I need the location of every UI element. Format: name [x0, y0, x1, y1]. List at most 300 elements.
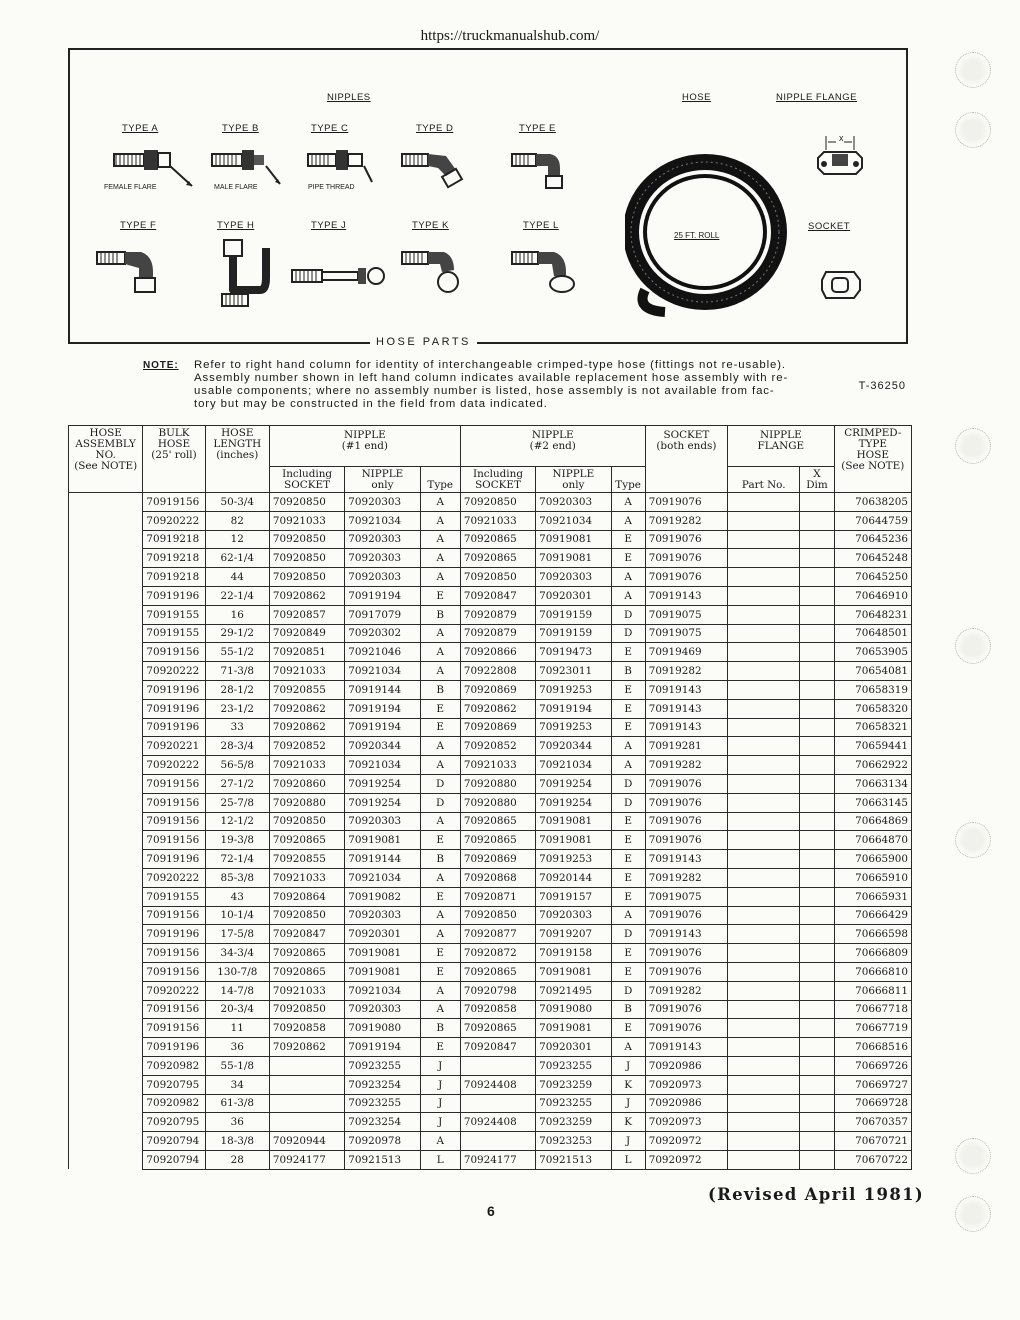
cell-socket-part-no: 70920973 [645, 1113, 727, 1132]
cell-hose-length: 18-3/8 [205, 1132, 269, 1151]
cell-flange-x-dim [800, 793, 834, 812]
table-row [69, 1132, 912, 1151]
cell-n1-nipple-only: 70919194 [345, 586, 420, 605]
cell-n1-type: L [420, 1150, 460, 1169]
cell-n2-type: E [611, 868, 645, 887]
cell-bulk-hose: 70920222 [143, 662, 205, 681]
cell-hose-assembly-no [69, 605, 143, 624]
cell-n1-type: A [420, 568, 460, 587]
cell-n2-nipple-only: 70923259 [536, 1075, 611, 1094]
cell-n2-type: D [611, 793, 645, 812]
cell-crimped-part-no: 70666809 [834, 944, 911, 963]
cell-flange-x-dim [800, 643, 834, 662]
cell-n1-type: A [420, 868, 460, 887]
cell-n2-including-socket: 70921033 [460, 511, 535, 530]
type-d-nipple-icon [400, 146, 474, 194]
cell-n1-type: J [420, 1094, 460, 1113]
cell-flange-part-no [728, 868, 800, 887]
table-row [69, 962, 912, 981]
cell-flange-x-dim [800, 1094, 834, 1113]
cell-n2-type: D [611, 925, 645, 944]
cell-socket-part-no: 70919076 [645, 568, 727, 587]
cell-n1-including-socket: 70921033 [269, 981, 344, 1000]
cell-socket-part-no: 70919075 [645, 887, 727, 906]
cell-n1-nipple-only: 70921046 [345, 643, 420, 662]
cell-hose-assembly-no [69, 774, 143, 793]
cell-n2-nipple-only: 70919254 [536, 793, 611, 812]
cell-n2-including-socket: 70924408 [460, 1113, 535, 1132]
cell-crimped-part-no: 70664870 [834, 831, 911, 850]
hose-roll-label: 25 FT. ROLL [674, 231, 720, 240]
cell-flange-x-dim [800, 944, 834, 963]
type-f-nipple-icon [95, 242, 173, 302]
cell-n1-including-socket: 70920850 [269, 812, 344, 831]
cell-n2-type: D [611, 605, 645, 624]
cell-hose-length: 11 [205, 1019, 269, 1038]
cell-n1-type: A [420, 925, 460, 944]
cell-flange-part-no [728, 831, 800, 850]
type-h-nipple-icon [220, 238, 280, 318]
cell-n1-including-socket: 70920847 [269, 925, 344, 944]
cell-n2-nipple-only: 70919159 [536, 624, 611, 643]
cell-n2-type: J [611, 1132, 645, 1151]
cell-socket-part-no: 70919076 [645, 1000, 727, 1019]
cell-n2-nipple-only: 70919254 [536, 774, 611, 793]
cell-n1-nipple-only: 70919082 [345, 887, 420, 906]
table-row [69, 718, 912, 737]
cell-n1-type: B [420, 680, 460, 699]
cell-n2-type: A [611, 511, 645, 530]
table-row [69, 643, 912, 662]
cell-bulk-hose: 70919156 [143, 793, 205, 812]
cell-crimped-part-no: 70658321 [834, 718, 911, 737]
cell-bulk-hose: 70920222 [143, 756, 205, 775]
table-row [69, 1056, 912, 1075]
table-row [69, 944, 912, 963]
cell-bulk-hose: 70920795 [143, 1075, 205, 1094]
binder-hole [955, 1138, 991, 1174]
cell-hose-length: 44 [205, 568, 269, 587]
cell-n2-type: B [611, 662, 645, 681]
cell-flange-x-dim [800, 586, 834, 605]
cell-socket-part-no: 70919282 [645, 756, 727, 775]
cell-flange-x-dim [800, 568, 834, 587]
cell-n1-including-socket: 70920865 [269, 962, 344, 981]
cell-crimped-part-no: 70670357 [834, 1113, 911, 1132]
cell-hose-assembly-no [69, 962, 143, 981]
cell-n1-nipple-only: 70919254 [345, 774, 420, 793]
table-row [69, 1075, 912, 1094]
cell-flange-x-dim [800, 1075, 834, 1094]
col-hose-length: HOSE LENGTH (inches) [205, 426, 269, 493]
cell-n2-including-socket: 70920865 [460, 549, 535, 568]
hose-parts-table [68, 425, 912, 1170]
type-l-nipple-icon [510, 242, 584, 298]
cell-n2-including-socket: 70920798 [460, 981, 535, 1000]
cell-n1-type: J [420, 1113, 460, 1132]
cell-flange-part-no [728, 774, 800, 793]
cell-crimped-part-no: 70645250 [834, 568, 911, 587]
table-row [69, 1038, 912, 1057]
nipples-label: NIPPLES [327, 92, 371, 103]
cell-bulk-hose: 70919156 [143, 831, 205, 850]
cell-socket-part-no: 70919281 [645, 737, 727, 756]
col-n1-including-socket: Including SOCKET [269, 467, 344, 493]
cell-bulk-hose: 70919196 [143, 586, 205, 605]
cell-n2-type: E [611, 962, 645, 981]
cell-crimped-part-no: 70667718 [834, 1000, 911, 1019]
cell-n2-including-socket: 70922808 [460, 662, 535, 681]
cell-socket-part-no: 70920973 [645, 1075, 727, 1094]
cell-hose-assembly-no [69, 643, 143, 662]
col-n2-including-socket: Including SOCKET [460, 467, 535, 493]
cell-flange-part-no [728, 605, 800, 624]
cell-n1-nipple-only: 70920303 [345, 493, 420, 512]
cell-flange-x-dim [800, 511, 834, 530]
type-l-label: TYPE L [523, 220, 559, 231]
cell-n1-type: B [420, 605, 460, 624]
cell-n2-type: E [611, 718, 645, 737]
cell-n2-including-socket: 70920850 [460, 493, 535, 512]
col-n2-type: Type [611, 467, 645, 493]
cell-n2-including-socket: 70921033 [460, 756, 535, 775]
cell-n2-nipple-only: 70920344 [536, 737, 611, 756]
cell-flange-part-no [728, 643, 800, 662]
table-body [69, 493, 912, 1170]
cell-hose-length: 55-1/8 [205, 1056, 269, 1075]
table-row [69, 662, 912, 681]
cell-crimped-part-no: 70663134 [834, 774, 911, 793]
cell-n1-including-socket [269, 1056, 344, 1075]
cell-n2-including-socket: 70920869 [460, 718, 535, 737]
cell-flange-x-dim [800, 737, 834, 756]
cell-n2-type: L [611, 1150, 645, 1169]
cell-n1-nipple-only: 70919144 [345, 680, 420, 699]
cell-n2-including-socket: 70920847 [460, 586, 535, 605]
cell-n2-nipple-only: 70920301 [536, 1038, 611, 1057]
table-row [69, 568, 912, 587]
cell-n2-nipple-only: 70923255 [536, 1056, 611, 1075]
table-row [69, 756, 912, 775]
cell-bulk-hose: 70920222 [143, 981, 205, 1000]
male-flare-note: MALE FLARE [214, 184, 258, 191]
cell-n2-nipple-only: 70920303 [536, 568, 611, 587]
type-c-label: TYPE C [311, 123, 349, 134]
cell-bulk-hose: 70919196 [143, 925, 205, 944]
cell-flange-x-dim [800, 530, 834, 549]
cell-n1-nipple-only: 70920303 [345, 1000, 420, 1019]
cell-crimped-part-no: 70654081 [834, 662, 911, 681]
binder-hole [955, 1196, 991, 1232]
cell-bulk-hose: 70919155 [143, 605, 205, 624]
col-socket: SOCKET (both ends) [645, 426, 727, 493]
cell-n1-including-socket [269, 1094, 344, 1113]
cell-flange-part-no [728, 680, 800, 699]
table-row [69, 793, 912, 812]
cell-hose-assembly-no [69, 1075, 143, 1094]
cell-n2-including-socket: 70920871 [460, 887, 535, 906]
cell-n1-nipple-only: 70919194 [345, 718, 420, 737]
cell-n2-including-socket: 70920879 [460, 624, 535, 643]
cell-n1-nipple-only: 70920303 [345, 568, 420, 587]
nipple-flange-icon [816, 128, 876, 184]
cell-socket-part-no: 70920972 [645, 1150, 727, 1169]
cell-bulk-hose: 70919156 [143, 643, 205, 662]
cell-flange-part-no [728, 756, 800, 775]
cell-bulk-hose: 70919156 [143, 944, 205, 963]
cell-hose-length: 29-1/2 [205, 624, 269, 643]
type-k-nipple-icon [400, 242, 470, 298]
cell-n1-including-socket: 70920865 [269, 944, 344, 963]
cell-bulk-hose: 70919196 [143, 680, 205, 699]
cell-n1-nipple-only: 70919144 [345, 850, 420, 869]
cell-crimped-part-no: 70659441 [834, 737, 911, 756]
cell-n2-nipple-only: 70919253 [536, 850, 611, 869]
cell-crimped-part-no: 70666811 [834, 981, 911, 1000]
cell-n2-nipple-only: 70920303 [536, 906, 611, 925]
cell-bulk-hose: 70919156 [143, 962, 205, 981]
table-row [69, 868, 912, 887]
cell-n2-including-socket: 70920858 [460, 1000, 535, 1019]
socket-icon [820, 264, 866, 304]
table-row [69, 981, 912, 1000]
cell-flange-x-dim [800, 850, 834, 869]
cell-flange-part-no [728, 493, 800, 512]
cell-hose-length: 36 [205, 1038, 269, 1057]
cell-flange-part-no [728, 1075, 800, 1094]
cell-flange-part-no [728, 568, 800, 587]
cell-flange-part-no [728, 1132, 800, 1151]
cell-crimped-part-no: 70668516 [834, 1038, 911, 1057]
cell-hose-assembly-no [69, 887, 143, 906]
cell-flange-x-dim [800, 1132, 834, 1151]
type-j-nipple-icon [290, 262, 388, 292]
cell-n2-nipple-only: 70919081 [536, 530, 611, 549]
cell-n2-type: E [611, 887, 645, 906]
cell-flange-x-dim [800, 831, 834, 850]
cell-bulk-hose: 70919155 [143, 624, 205, 643]
cell-n2-type: A [611, 756, 645, 775]
cell-n2-type: A [611, 1038, 645, 1057]
cell-n1-type: A [420, 737, 460, 756]
cell-n2-nipple-only: 70923011 [536, 662, 611, 681]
cell-n1-nipple-only: 70917079 [345, 605, 420, 624]
type-d-label: TYPE D [416, 123, 454, 134]
type-c-nipple-icon [306, 148, 386, 188]
cell-hose-length: 36 [205, 1113, 269, 1132]
cell-bulk-hose: 70920795 [143, 1113, 205, 1132]
cell-flange-part-no [728, 812, 800, 831]
cell-hose-assembly-no [69, 549, 143, 568]
cell-crimped-part-no: 70663145 [834, 793, 911, 812]
cell-hose-length: 43 [205, 887, 269, 906]
cell-n1-including-socket: 70920862 [269, 699, 344, 718]
cell-n1-type: A [420, 812, 460, 831]
cell-hose-length: 22-1/4 [205, 586, 269, 605]
cell-flange-x-dim [800, 493, 834, 512]
cell-flange-x-dim [800, 1038, 834, 1057]
cell-socket-part-no: 70919282 [645, 981, 727, 1000]
cell-n1-type: A [420, 511, 460, 530]
cell-flange-part-no [728, 1150, 800, 1169]
cell-flange-part-no [728, 1038, 800, 1057]
cell-bulk-hose: 70920982 [143, 1094, 205, 1113]
cell-n2-including-socket: 70920872 [460, 944, 535, 963]
type-j-label: TYPE J [311, 220, 347, 231]
cell-n1-type: E [420, 944, 460, 963]
cell-hose-assembly-no [69, 568, 143, 587]
cell-n1-type: E [420, 962, 460, 981]
cell-flange-x-dim [800, 906, 834, 925]
cell-n1-nipple-only: 70921034 [345, 511, 420, 530]
cell-flange-x-dim [800, 549, 834, 568]
cell-n1-nipple-only: 70921034 [345, 981, 420, 1000]
cell-socket-part-no: 70919143 [645, 850, 727, 869]
cell-socket-part-no: 70919076 [645, 962, 727, 981]
cell-hose-assembly-no [69, 718, 143, 737]
cell-n2-type: A [611, 586, 645, 605]
cell-crimped-part-no: 70666429 [834, 906, 911, 925]
table-row [69, 1150, 912, 1169]
cell-hose-length: 71-3/8 [205, 662, 269, 681]
cell-n2-including-socket: 70920850 [460, 906, 535, 925]
cell-hose-length: 16 [205, 605, 269, 624]
table-row [69, 699, 912, 718]
table-row [69, 812, 912, 831]
cell-crimped-part-no: 70658320 [834, 699, 911, 718]
cell-n1-including-socket: 70920880 [269, 793, 344, 812]
binder-hole [955, 428, 991, 464]
cell-n2-nipple-only: 70919253 [536, 680, 611, 699]
cell-n2-nipple-only: 70919158 [536, 944, 611, 963]
cell-n1-type: A [420, 624, 460, 643]
cell-n1-nipple-only: 70920303 [345, 530, 420, 549]
cell-crimped-part-no: 70658319 [834, 680, 911, 699]
cell-n1-type: B [420, 850, 460, 869]
cell-hose-assembly-no [69, 1038, 143, 1057]
cell-socket-part-no: 70919076 [645, 906, 727, 925]
table-row [69, 925, 912, 944]
cell-n1-nipple-only: 70921034 [345, 756, 420, 775]
cell-n2-type: J [611, 1056, 645, 1075]
cell-flange-part-no [728, 737, 800, 756]
female-flare-note: FEMALE FLARE [104, 184, 157, 191]
cell-n2-including-socket: 70920862 [460, 699, 535, 718]
flange-x-dim: x [839, 133, 844, 143]
cell-socket-part-no: 70919076 [645, 944, 727, 963]
cell-n2-nipple-only: 70921034 [536, 756, 611, 775]
cell-n2-including-socket [460, 1132, 535, 1151]
cell-hose-assembly-no [69, 944, 143, 963]
cell-flange-part-no [728, 981, 800, 1000]
table-row [69, 680, 912, 699]
type-f-label: TYPE F [120, 220, 157, 231]
cell-crimped-part-no: 70653905 [834, 643, 911, 662]
cell-hose-assembly-no [69, 1132, 143, 1151]
cell-n1-nipple-only: 70923254 [345, 1113, 420, 1132]
cell-socket-part-no: 70919076 [645, 793, 727, 812]
cell-hose-length: 72-1/4 [205, 850, 269, 869]
cell-n2-nipple-only: 70921034 [536, 511, 611, 530]
table-row [69, 586, 912, 605]
cell-flange-x-dim [800, 925, 834, 944]
socket-label: SOCKET [808, 221, 851, 232]
cell-crimped-part-no: 70665931 [834, 887, 911, 906]
cell-n1-nipple-only: 70919081 [345, 962, 420, 981]
cell-n2-nipple-only: 70923255 [536, 1094, 611, 1113]
cell-socket-part-no: 70919076 [645, 549, 727, 568]
cell-flange-part-no [728, 925, 800, 944]
cell-socket-part-no: 70919143 [645, 680, 727, 699]
cell-hose-assembly-no [69, 812, 143, 831]
source-url: https://truckmanualshub.com/ [420, 28, 600, 44]
cell-flange-x-dim [800, 887, 834, 906]
type-b-nipple-icon [210, 148, 306, 192]
cell-n1-including-socket: 70920852 [269, 737, 344, 756]
cell-hose-assembly-no [69, 624, 143, 643]
cell-hose-length: 55-1/2 [205, 643, 269, 662]
cell-crimped-part-no: 70670721 [834, 1132, 911, 1151]
cell-n2-including-socket [460, 1094, 535, 1113]
cell-hose-length: 25-7/8 [205, 793, 269, 812]
cell-n1-nipple-only: 70919080 [345, 1019, 420, 1038]
cell-socket-part-no: 70919076 [645, 530, 727, 549]
cell-hose-assembly-no [69, 511, 143, 530]
cell-n1-including-socket: 70920849 [269, 624, 344, 643]
cell-n1-including-socket: 70920864 [269, 887, 344, 906]
cell-bulk-hose: 70919156 [143, 1000, 205, 1019]
cell-n2-including-socket: 70920865 [460, 831, 535, 850]
cell-bulk-hose: 70920794 [143, 1132, 205, 1151]
cell-n2-type: D [611, 774, 645, 793]
binder-hole [955, 52, 991, 88]
cell-n1-nipple-only: 70919254 [345, 793, 420, 812]
cell-crimped-part-no: 70669728 [834, 1094, 911, 1113]
pipe-thread-note: PIPE THREAD [308, 184, 355, 191]
cell-n2-type: A [611, 493, 645, 512]
cell-crimped-part-no: 70667719 [834, 1019, 911, 1038]
cell-n1-including-socket: 70920850 [269, 568, 344, 587]
binder-hole [955, 628, 991, 664]
cell-n1-nipple-only: 70920302 [345, 624, 420, 643]
cell-flange-part-no [728, 793, 800, 812]
cell-flange-x-dim [800, 680, 834, 699]
cell-bulk-hose: 70919155 [143, 887, 205, 906]
cell-n2-type: E [611, 699, 645, 718]
cell-n1-type: E [420, 887, 460, 906]
cell-n1-type: A [420, 662, 460, 681]
cell-n1-nipple-only: 70920301 [345, 925, 420, 944]
cell-flange-part-no [728, 586, 800, 605]
binder-hole [955, 822, 991, 858]
cell-flange-part-no [728, 1019, 800, 1038]
type-e-label: TYPE E [519, 123, 556, 134]
cell-socket-part-no: 70920972 [645, 1132, 727, 1151]
cell-bulk-hose: 70919218 [143, 568, 205, 587]
type-h-label: TYPE H [217, 220, 255, 231]
cell-hose-length: 130-7/8 [205, 962, 269, 981]
figure-caption: HOSE PARTS [370, 336, 477, 348]
cell-bulk-hose: 70919156 [143, 812, 205, 831]
cell-n1-including-socket [269, 1075, 344, 1094]
col-nipple-1: NIPPLE (#1 end) [269, 426, 460, 467]
cell-n2-type: D [611, 981, 645, 1000]
cell-n1-nipple-only: 70920303 [345, 549, 420, 568]
col-hose-assembly: HOSE ASSEMBLY NO. (See NOTE) [69, 426, 143, 493]
cell-n1-type: D [420, 793, 460, 812]
cell-crimped-part-no: 70662922 [834, 756, 911, 775]
cell-bulk-hose: 70920982 [143, 1056, 205, 1075]
